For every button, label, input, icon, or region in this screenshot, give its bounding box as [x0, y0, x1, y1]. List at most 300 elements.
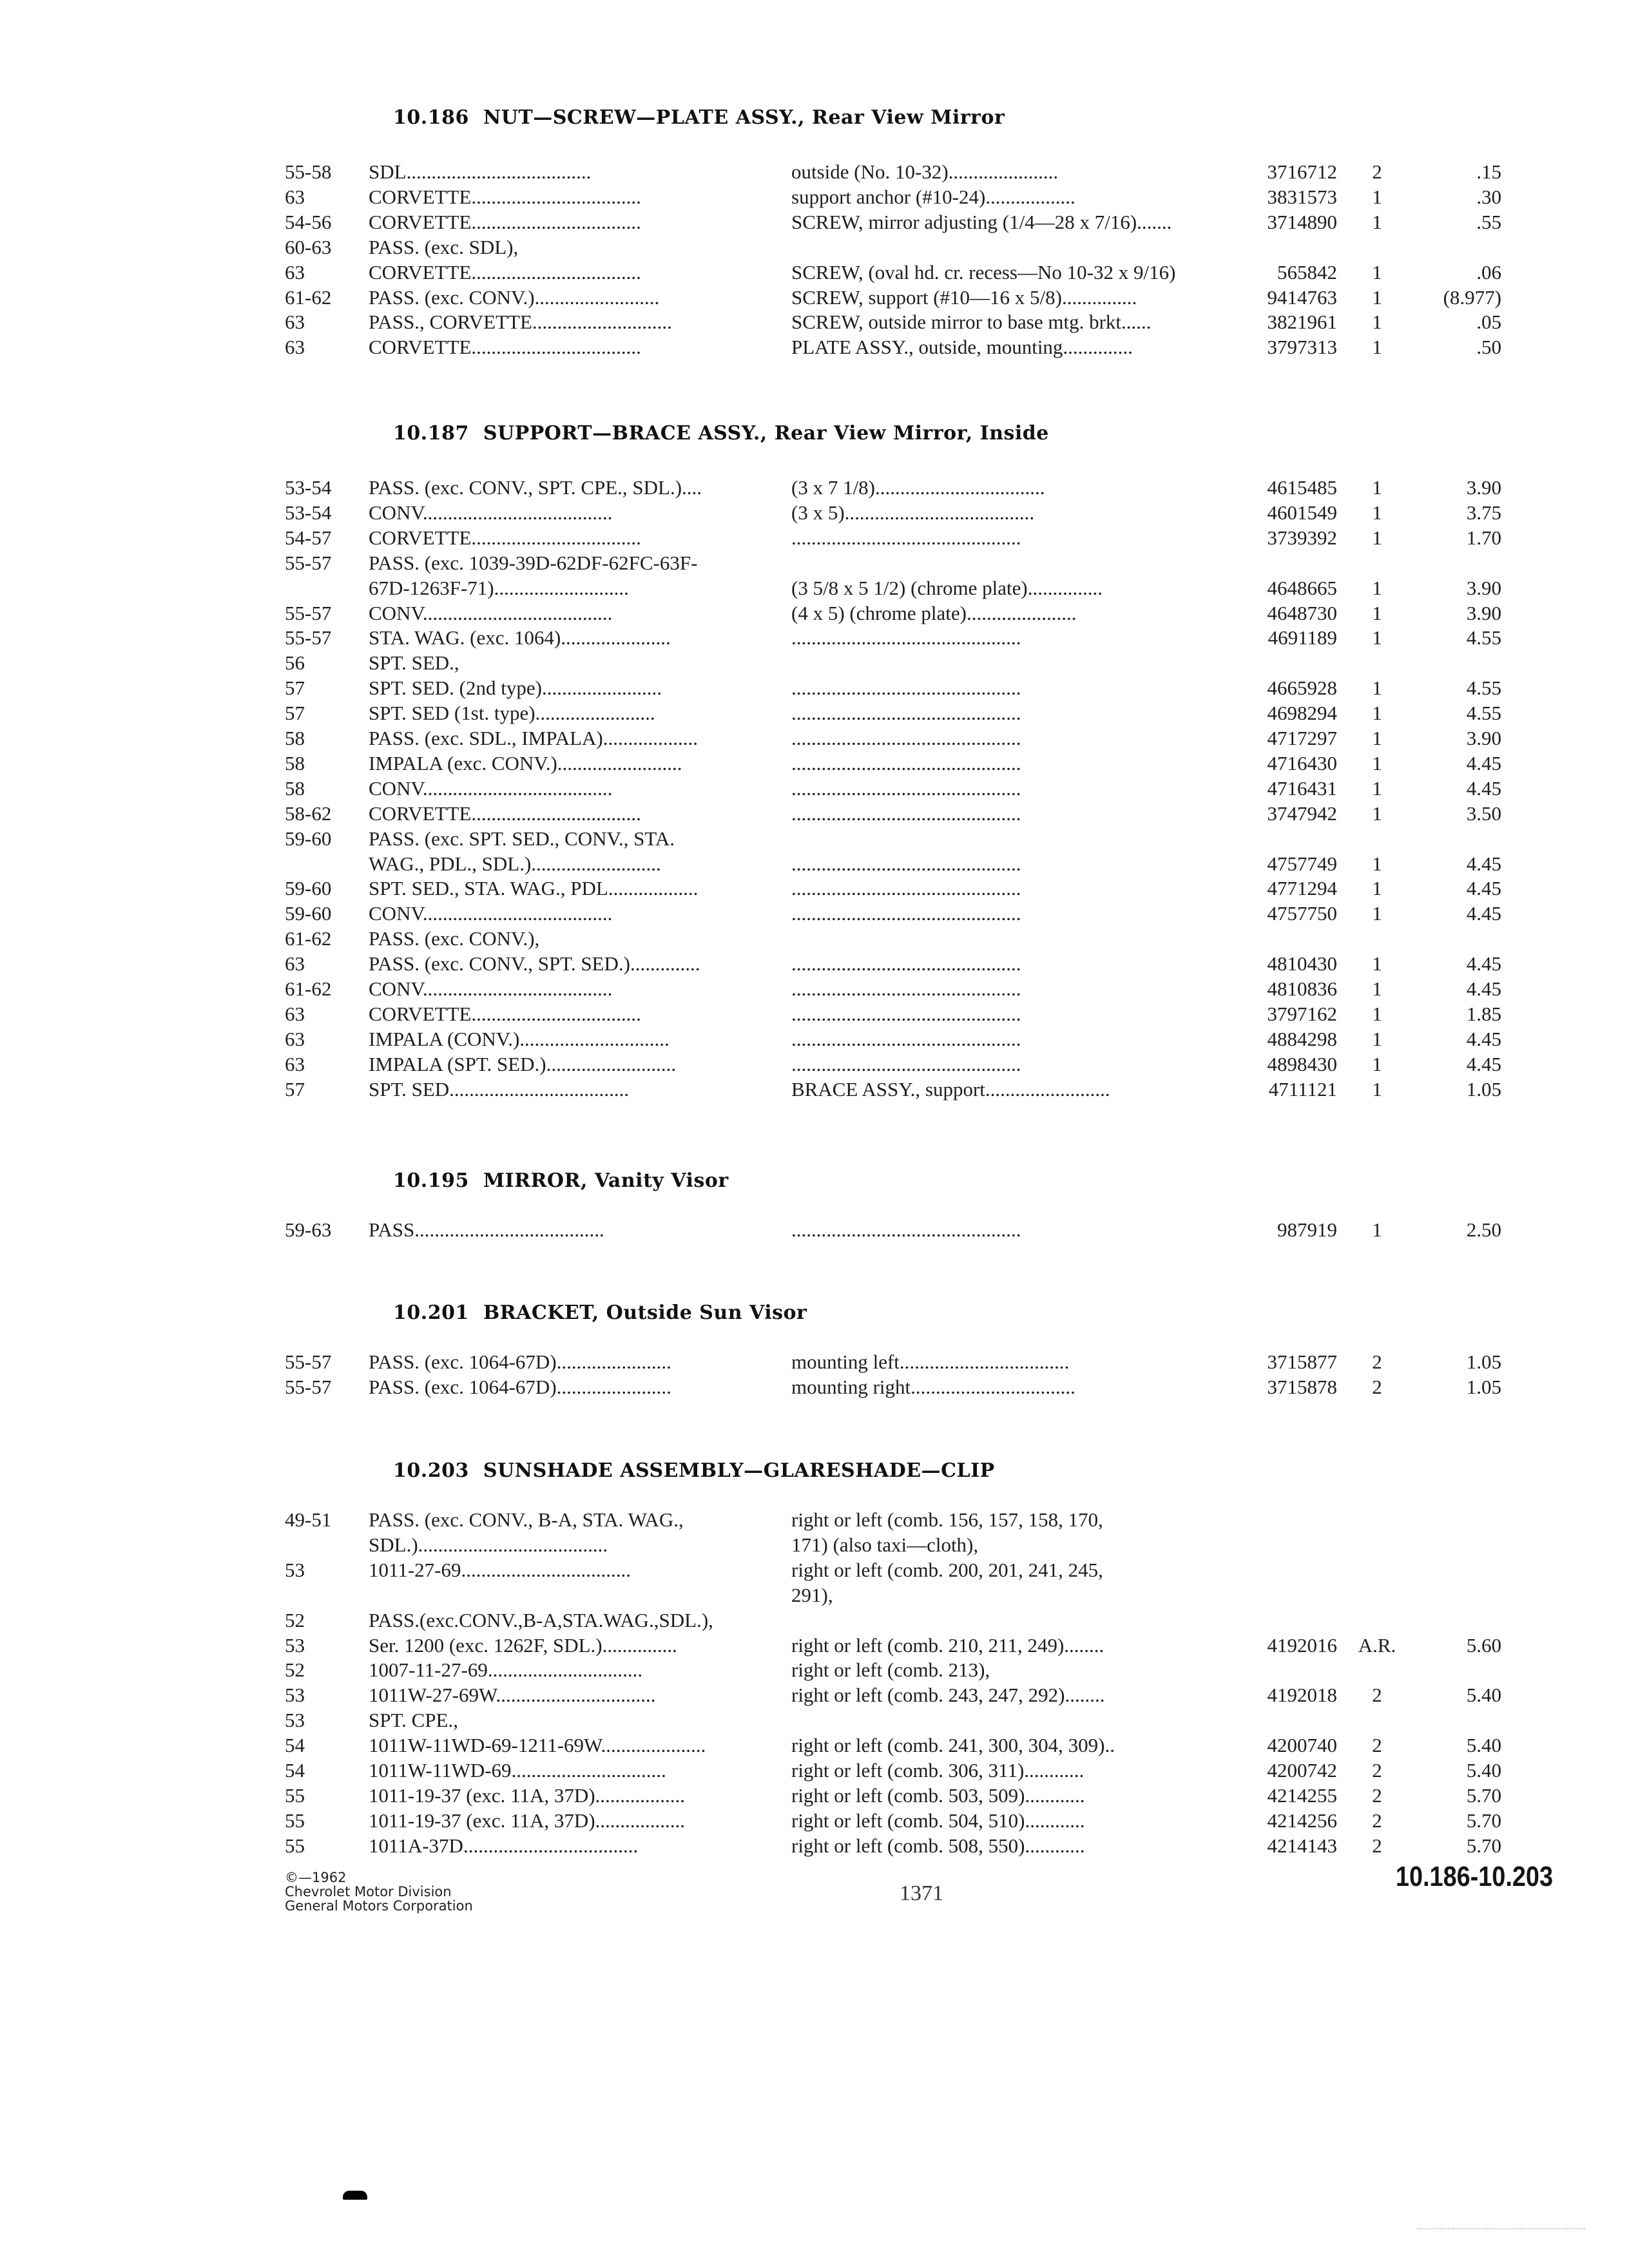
description-cell: 171) (also taxi—cloth),	[791, 1533, 979, 1556]
price: .50	[1476, 336, 1501, 359]
description-cell: ..............................................	[791, 776, 1021, 800]
table-row	[0, 526, 1629, 550]
section-range: 10.186-10.203	[1395, 1861, 1553, 1892]
part-number: 3739392	[1267, 526, 1337, 549]
table-row	[0, 776, 1629, 801]
part-number: 4716431	[1267, 776, 1337, 800]
year-range: 52	[285, 1608, 305, 1631]
description-cell: outside (No. 10-32)......................	[791, 160, 1059, 183]
price: (8.977)	[1443, 285, 1501, 309]
quantity: 2	[1372, 1684, 1382, 1707]
section-number: 10.203	[393, 1459, 469, 1482]
model-cell: 1011A-37D...................................	[369, 1834, 639, 1857]
year-range: 54-57	[285, 526, 332, 549]
model-cell: 1007-11-27-69...............................	[369, 1658, 643, 1682]
description-cell: ..............................................	[791, 677, 1021, 700]
description-cell: ..............................................	[791, 626, 1021, 649]
part-number: 3715877	[1267, 1350, 1337, 1373]
year-range: 61-62	[285, 927, 332, 950]
year-range: 61-62	[285, 285, 332, 309]
price: 1.05	[1466, 1350, 1501, 1373]
description-cell: right or left (comb. 508, 550)............	[791, 1834, 1085, 1857]
price: .15	[1476, 160, 1501, 183]
table-row	[0, 551, 1629, 575]
price: 4.45	[1466, 952, 1501, 975]
quantity: 1	[1372, 576, 1382, 599]
part-number: 987919	[1277, 1218, 1337, 1241]
year-range: 59-60	[285, 902, 332, 925]
table-row	[0, 952, 1629, 976]
part-number: 4648730	[1267, 601, 1337, 624]
price: 1.85	[1466, 1002, 1501, 1025]
description-cell: ..............................................	[791, 952, 1021, 975]
quantity: 1	[1372, 601, 1382, 624]
table-row	[0, 1658, 1629, 1682]
table-row	[0, 335, 1629, 360]
quantity: 1	[1372, 702, 1382, 725]
table-row	[0, 726, 1629, 751]
table-row	[0, 1558, 1629, 1582]
year-range: 57	[285, 677, 305, 700]
model-cell: CORVETTE..................................	[369, 526, 641, 549]
table-row	[0, 901, 1629, 926]
model-cell: IMPALA (CONV.)..............................	[369, 1027, 670, 1050]
table-row	[0, 1758, 1629, 1783]
quantity: 1	[1372, 336, 1382, 359]
table-row	[0, 876, 1629, 901]
description-cell: mounting left..................................	[791, 1350, 1070, 1373]
price: 4.45	[1466, 877, 1501, 900]
table-row	[0, 852, 1629, 876]
part-number: 4884298	[1267, 1027, 1337, 1050]
description-cell: ..............................................	[791, 702, 1021, 725]
model-cell: SPT. SED.,	[369, 651, 459, 675]
description-cell: PLATE ASSY., outside, mounting..............	[791, 336, 1133, 359]
year-range: 53	[285, 1684, 305, 1707]
description-cell: ..............................................	[791, 1002, 1021, 1025]
table-row	[0, 1708, 1629, 1733]
year-range: 63	[285, 1027, 305, 1050]
table-row	[0, 977, 1629, 1001]
year-range: 59-63	[285, 1218, 332, 1241]
table-row	[0, 676, 1629, 700]
year-range: 61-62	[285, 977, 332, 1000]
model-cell: PASS. (exc. 1064-67D).......................	[369, 1375, 671, 1398]
year-range: 52	[285, 1658, 305, 1682]
model-cell: CORVETTE..................................	[369, 336, 641, 359]
year-range: 63	[285, 1052, 305, 1075]
table-row	[0, 285, 1629, 310]
quantity: 1	[1372, 260, 1382, 284]
part-number: 565842	[1277, 260, 1337, 284]
year-range: 54-56	[285, 210, 332, 233]
year-range: 55	[285, 1783, 305, 1807]
year-range: 55-57	[285, 601, 332, 624]
part-number: 3714890	[1267, 210, 1337, 233]
model-cell: PASS. (exc. CONV.).........................	[369, 285, 660, 309]
description-cell: mounting right.................................	[791, 1375, 1075, 1398]
price: 4.45	[1466, 1027, 1501, 1050]
quantity: 1	[1372, 185, 1382, 208]
price: .05	[1476, 311, 1501, 334]
part-number: 4698294	[1267, 702, 1337, 725]
description-cell: right or left (comb. 504, 510)............	[791, 1809, 1085, 1832]
part-number: 3797162	[1267, 1002, 1337, 1025]
description-cell: 291),	[791, 1583, 833, 1606]
quantity: 1	[1372, 501, 1382, 524]
table-row	[0, 1508, 1629, 1532]
table-row	[0, 1052, 1629, 1077]
table-row	[0, 1583, 1629, 1608]
price: 5.40	[1466, 1759, 1501, 1782]
section-heading-10-186	[393, 106, 1005, 129]
quantity: 1	[1372, 802, 1382, 825]
part-number: 3747942	[1267, 802, 1337, 825]
price: 1.05	[1466, 1077, 1501, 1100]
table-row	[0, 626, 1629, 650]
model-cell: 1011W-11WD-69...............................	[369, 1759, 666, 1782]
division-line: Chevrolet Motor Division	[285, 1884, 452, 1899]
model-cell: PASS. (exc. CONV., SPT. SED.)..............	[369, 952, 700, 975]
quantity: 1	[1372, 1077, 1382, 1100]
price: .30	[1476, 185, 1501, 208]
year-range: 58-62	[285, 802, 332, 825]
year-range: 55	[285, 1834, 305, 1857]
description-cell: (3 x 5)......................................	[791, 501, 1035, 524]
quantity: 1	[1372, 751, 1382, 774]
quantity: 1	[1372, 626, 1382, 649]
part-number: 9414763	[1267, 285, 1337, 309]
table-row	[0, 260, 1629, 285]
quantity: 1	[1372, 776, 1382, 800]
price: 5.70	[1466, 1809, 1501, 1832]
table-row	[0, 1218, 1629, 1242]
part-number: 4711121	[1268, 1077, 1337, 1100]
part-number: 4810430	[1267, 952, 1337, 975]
model-cell: CONV......................................	[369, 902, 613, 925]
model-cell: STA. WAG. (exc. 1064)......................	[369, 626, 671, 649]
price: 5.40	[1466, 1684, 1501, 1707]
model-cell: PASS., CORVETTE............................	[369, 311, 672, 334]
part-number: 4716430	[1267, 751, 1337, 774]
year-range: 58	[285, 727, 305, 749]
quantity: 1	[1372, 285, 1382, 309]
footer-credits	[285, 1870, 473, 1913]
section-title: SUPPORT—BRACE ASSY.,	[483, 422, 767, 445]
table-row	[0, 1350, 1629, 1374]
year-range: 58	[285, 751, 305, 774]
table-row	[0, 210, 1629, 235]
model-cell: WAG., PDL., SDL.)..........................	[369, 852, 661, 875]
price: 1.05	[1466, 1375, 1501, 1398]
table-row	[0, 1809, 1629, 1833]
part-number: 4615485	[1267, 476, 1337, 499]
section-title: NUT—SCREW—PLATE ASSY.,	[483, 106, 805, 129]
price: 3.50	[1466, 802, 1501, 825]
section-title: BRACKET,	[483, 1302, 599, 1324]
section-subtitle: Outside Sun Visor	[606, 1302, 807, 1324]
price: 4.55	[1466, 626, 1501, 649]
year-range: 55-57	[285, 1350, 332, 1373]
description-cell: right or left (comb. 503, 509)............	[791, 1783, 1085, 1807]
year-range: 60-63	[285, 235, 332, 258]
model-cell: 1011W-27-69W................................	[369, 1684, 656, 1707]
part-number: 4200740	[1267, 1734, 1337, 1757]
year-range: 63	[285, 185, 305, 208]
part-number: 4601549	[1267, 501, 1337, 524]
section-heading-10-201	[393, 1302, 807, 1324]
description-cell: right or left (comb. 156, 157, 158, 170,	[791, 1508, 1103, 1531]
model-cell: SPT. SED (1st. type)........................	[369, 702, 655, 725]
model-cell: SPT. SED....................................	[369, 1077, 630, 1100]
section-subtitle: Rear View Mirror, Inside	[774, 422, 1049, 445]
part-number: 4214255	[1267, 1783, 1337, 1807]
model-cell: PASS. (exc. CONV.),	[369, 927, 540, 950]
table-row	[0, 185, 1629, 209]
model-cell: SDL.....................................	[369, 160, 592, 183]
description-cell: ..............................................	[791, 727, 1021, 749]
price: 3.75	[1466, 501, 1501, 524]
part-number: 4717297	[1267, 727, 1337, 749]
quantity: A.R.	[1358, 1633, 1396, 1657]
year-range: 59-60	[285, 877, 332, 900]
section-title: MIRROR,	[483, 1169, 588, 1192]
quantity: 1	[1372, 852, 1382, 875]
part-number: 4757749	[1267, 852, 1337, 875]
quantity: 1	[1372, 526, 1382, 549]
table-row	[0, 802, 1629, 826]
quantity: 1	[1372, 727, 1382, 749]
price: 3.90	[1466, 476, 1501, 499]
model-cell: SPT. CPE.,	[369, 1709, 458, 1732]
quantity: 1	[1372, 977, 1382, 1000]
description-cell: (4 x 5) (chrome plate)......................	[791, 601, 1077, 624]
table-row	[0, 927, 1629, 951]
model-cell: PASS. (exc. 1064-67D).......................	[369, 1350, 671, 1373]
description-cell: ..............................................	[791, 877, 1021, 900]
part-number: 4771294	[1267, 877, 1337, 900]
model-cell: PASS. (exc. SDL., IMPALA)...................	[369, 727, 698, 749]
description-cell: SCREW, mirror adjusting (1/4—28 x 7/16).......	[791, 210, 1172, 233]
section-subtitle: Rear View Mirror	[812, 106, 1005, 129]
section-subtitle: Vanity Visor	[594, 1169, 729, 1192]
model-cell: IMPALA (SPT. SED.)..........................	[369, 1052, 677, 1075]
price: 1.70	[1466, 526, 1501, 549]
price: 3.90	[1466, 576, 1501, 599]
year-range: 53	[285, 1709, 305, 1732]
section-title: SUNSHADE ASSEMBLY—GLARESHADE—CLIP	[483, 1459, 995, 1482]
model-cell: SPT. SED., STA. WAG., PDL..................	[369, 877, 699, 900]
year-range: 55-57	[285, 1375, 332, 1398]
year-range: 63	[285, 952, 305, 975]
year-range: 58	[285, 776, 305, 800]
section-heading-10-203	[393, 1459, 995, 1482]
year-range: 57	[285, 702, 305, 725]
quantity: 1	[1372, 1002, 1382, 1025]
quantity: 2	[1372, 1350, 1382, 1373]
part-number: 4200742	[1267, 1759, 1337, 1782]
part-number: 4192018	[1267, 1684, 1337, 1707]
part-number: 4898430	[1267, 1052, 1337, 1075]
model-cell: PASS. (exc. CONV., B-A, STA. WAG.,	[369, 1508, 684, 1531]
quantity: 2	[1372, 1834, 1382, 1857]
quantity: 1	[1372, 311, 1382, 334]
model-cell: PASS......................................	[369, 1218, 604, 1241]
table-row	[0, 827, 1629, 851]
table-row	[0, 1027, 1629, 1052]
year-range: 55-57	[285, 626, 332, 649]
year-range: 49-51	[285, 1508, 332, 1531]
price: 4.45	[1466, 751, 1501, 774]
year-range: 57	[285, 1077, 305, 1100]
model-cell: 67D-1263F-71)...........................	[369, 576, 629, 599]
part-number: 4214256	[1267, 1809, 1337, 1832]
table-row	[0, 601, 1629, 626]
quantity: 1	[1372, 902, 1382, 925]
description-cell: right or left (comb. 210, 211, 249)........	[791, 1633, 1104, 1657]
price: 5.60	[1466, 1633, 1501, 1657]
price: .06	[1476, 260, 1501, 284]
year-range: 53	[285, 1633, 305, 1657]
model-cell: SDL.)......................................	[369, 1533, 608, 1556]
model-cell: CORVETTE..................................	[369, 185, 641, 208]
description-cell: ..............................................	[791, 1218, 1021, 1241]
description-cell: ..............................................	[791, 902, 1021, 925]
model-cell: CORVETTE..................................	[369, 802, 641, 825]
quantity: 2	[1372, 1375, 1382, 1398]
model-cell: CONV......................................	[369, 776, 613, 800]
model-cell: PASS. (exc. 1039-39D-62DF-62FC-63F-	[369, 551, 698, 574]
description-cell: right or left (comb. 213),	[791, 1658, 990, 1682]
description-cell: SCREW, outside mirror to base mtg. brkt......	[791, 311, 1152, 334]
description-cell: SCREW, support (#10—16 x 5/8)...............	[791, 285, 1137, 309]
price: 4.45	[1466, 1052, 1501, 1075]
model-cell: IMPALA (exc. CONV.).........................	[369, 751, 682, 774]
model-cell: CONV......................................	[369, 501, 613, 524]
quantity: 1	[1372, 1052, 1382, 1075]
description-cell: (3 5/8 x 5 1/2) (chrome plate)...............	[791, 576, 1103, 599]
table-row	[0, 310, 1629, 334]
price: .55	[1476, 210, 1501, 233]
page-number: 1371	[900, 1881, 943, 1905]
model-cell: PASS.(exc.CONV.,B-A,STA.WAG.,SDL.),	[369, 1608, 713, 1631]
table-row	[0, 476, 1629, 500]
year-range: 59-60	[285, 827, 332, 850]
table-row	[0, 1633, 1629, 1658]
quantity: 1	[1372, 210, 1382, 233]
description-cell: right or left (comb. 200, 201, 241, 245,	[791, 1558, 1103, 1581]
description-cell: right or left (comb. 243, 247, 292)........	[791, 1684, 1105, 1707]
quantity: 2	[1372, 1734, 1382, 1757]
description-cell: ..............................................	[791, 852, 1021, 875]
model-cell: PASS. (exc. CONV., SPT. CPE., SDL.)....	[369, 476, 702, 499]
part-number: 4691189	[1268, 626, 1337, 649]
description-cell: SCREW, (oval hd. cr. recess—No 10-32 x 9/16)	[791, 260, 1176, 284]
quantity: 1	[1372, 677, 1382, 700]
year-range: 56	[285, 651, 305, 675]
quantity: 2	[1372, 1809, 1382, 1832]
table-row	[0, 651, 1629, 675]
table-row	[0, 1608, 1629, 1633]
model-cell: PASS. (exc. SDL),	[369, 235, 519, 258]
quantity: 1	[1372, 1027, 1382, 1050]
model-cell: Ser. 1200 (exc. 1262F, SDL.)...............	[369, 1633, 677, 1657]
model-cell: 1011W-11WD-69-1211-69W.....................	[369, 1734, 706, 1757]
part-number: 4810836	[1267, 977, 1337, 1000]
part-number: 3821961	[1267, 311, 1337, 334]
table-row	[0, 160, 1629, 184]
model-cell: CONV......................................	[369, 977, 613, 1000]
description-cell: ..............................................	[791, 802, 1021, 825]
year-range: 55	[285, 1809, 305, 1832]
part-number: 4757750	[1267, 902, 1337, 925]
scan-speck	[1418, 2228, 1585, 2231]
model-cell: CORVETTE..................................	[369, 260, 641, 284]
price: 4.45	[1466, 902, 1501, 925]
description-cell: ..............................................	[791, 1027, 1021, 1050]
quantity: 1	[1372, 952, 1382, 975]
quantity: 1	[1372, 1218, 1382, 1241]
model-cell: 1011-19-37 (exc. 11A, 37D)..................	[369, 1809, 686, 1832]
corporation-line: General Motors Corporation	[285, 1898, 473, 1914]
section-heading-10-195	[393, 1169, 729, 1192]
table-row	[0, 576, 1629, 601]
year-range: 63	[285, 336, 305, 359]
description-cell: support anchor (#10-24)..................	[791, 185, 1075, 208]
quantity: 2	[1372, 160, 1382, 183]
section-heading-10-187	[393, 422, 1049, 445]
year-range: 63	[285, 1002, 305, 1025]
model-cell: 1011-19-37 (exc. 11A, 37D)..................	[369, 1783, 686, 1807]
quantity: 2	[1372, 1759, 1382, 1782]
price: 4.55	[1466, 702, 1501, 725]
table-row	[0, 1077, 1629, 1102]
price: 4.55	[1466, 677, 1501, 700]
section-number: 10.201	[393, 1302, 469, 1324]
table-row	[0, 1834, 1629, 1858]
price: 3.90	[1466, 727, 1501, 749]
year-range: 63	[285, 311, 305, 334]
model-cell: SPT. SED. (2nd type)........................	[369, 677, 662, 700]
model-cell: PASS. (exc. SPT. SED., CONV., STA.	[369, 827, 675, 850]
year-range: 54	[285, 1759, 305, 1782]
scan-mark	[343, 2191, 367, 2200]
section-number: 10.195	[393, 1169, 469, 1192]
model-cell: CORVETTE..................................	[369, 1002, 641, 1025]
table-row	[0, 701, 1629, 726]
table-row	[0, 1783, 1629, 1808]
quantity: 2	[1372, 1783, 1382, 1807]
table-row	[0, 1733, 1629, 1758]
model-cell: CONV......................................	[369, 601, 613, 624]
year-range: 54	[285, 1734, 305, 1757]
price: 5.70	[1466, 1783, 1501, 1807]
year-range: 55-57	[285, 551, 332, 574]
description-cell: ..............................................	[791, 526, 1021, 549]
year-range: 53-54	[285, 476, 332, 499]
quantity: 1	[1372, 877, 1382, 900]
price: 5.40	[1466, 1734, 1501, 1757]
section-number: 10.186	[393, 106, 469, 129]
year-range: 53	[285, 1558, 305, 1581]
model-cell: 1011-27-69..................................	[369, 1558, 631, 1581]
part-number: 3716712	[1267, 160, 1337, 183]
part-number: 4665928	[1267, 677, 1337, 700]
table-row	[0, 501, 1629, 525]
model-cell: CORVETTE..................................	[369, 210, 641, 233]
table-row	[0, 1375, 1629, 1399]
description-cell: ..............................................	[791, 977, 1021, 1000]
